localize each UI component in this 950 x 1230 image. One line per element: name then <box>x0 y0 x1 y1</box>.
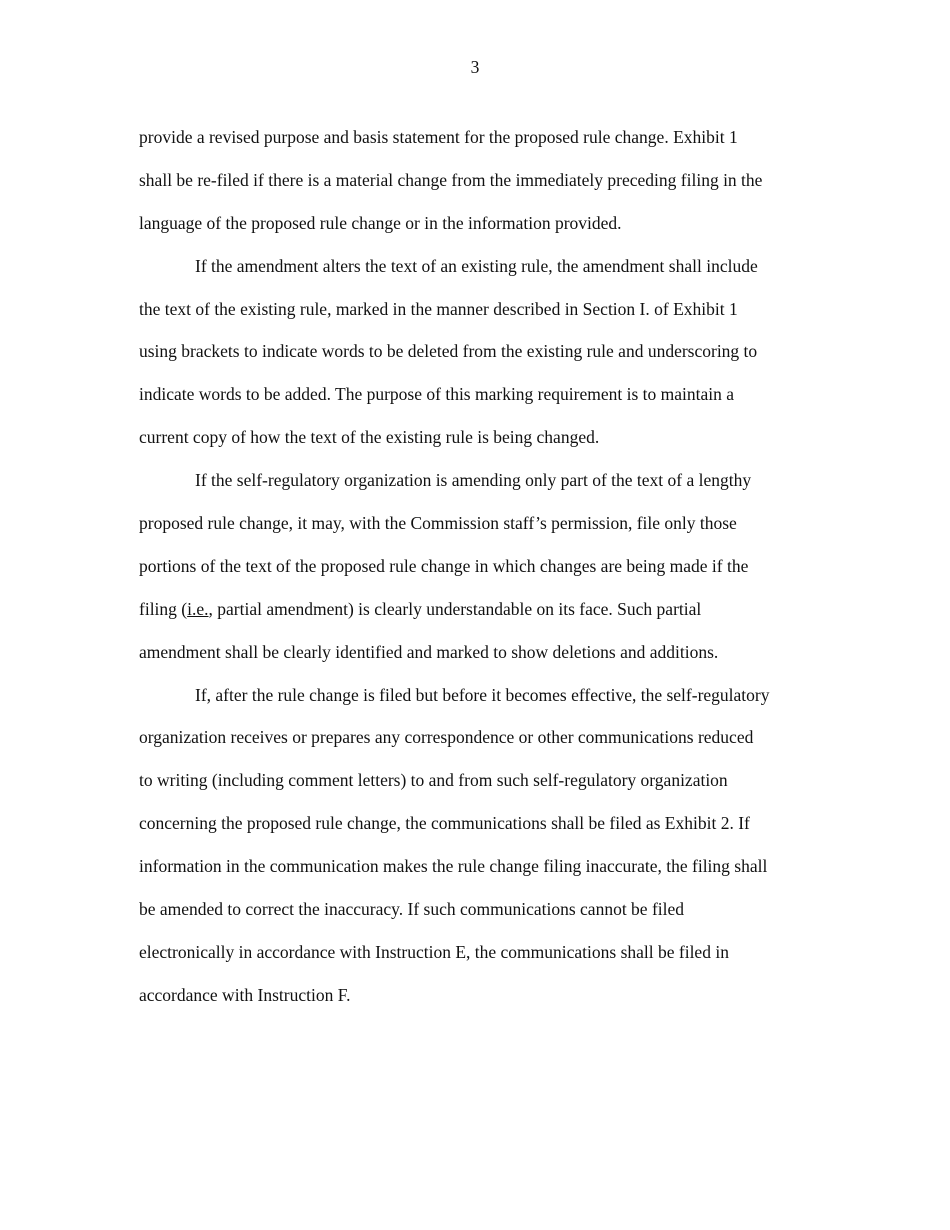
text-line: If, after the rule change is filed but before it becomes effective, the self-regulatory <box>195 684 770 705</box>
text-line: current copy of how the text of the existing rule is being changed. <box>139 427 600 448</box>
text-line: the text of the existing rule, marked in the manner described in Section I. of Exhibit 1 <box>139 298 738 319</box>
paragraph-exhibit-2-communications <box>139 674 814 1017</box>
text-line: If the self-regulatory organization is amending only part of the text of a lengthy <box>195 470 752 491</box>
text-line: language of the proposed rule change or in the information provided. <box>139 212 622 233</box>
text-line: proposed rule change, it may, with the Commission staff’s permission, file only those <box>139 513 737 534</box>
text-fragment: , partial amendment) is clearly understandable on its face. Such partial <box>208 598 702 619</box>
underlined-abbreviation: i.e. <box>187 598 209 619</box>
text-line: information in the communication makes the rule change filing inaccurate, the filing shall <box>139 856 768 877</box>
text-line: be amended to correct the inaccuracy. If such communications cannot be filed <box>139 899 685 920</box>
page-number: 3 <box>470 57 480 77</box>
text-line: indicate words to be added. The purpose of this marking requirement is to maintain a <box>139 384 735 405</box>
paragraph-partial-amendment <box>139 459 814 673</box>
paragraph-amendment-marking <box>139 245 814 459</box>
text-line: amendment shall be clearly identified and marked to show deletions and additions. <box>139 641 719 662</box>
text-line: concerning the proposed rule change, the communications shall be filed as Exhibit 2. If <box>139 813 750 834</box>
text-line: If the amendment alters the text of an existing rule, the amendment shall include <box>195 255 758 276</box>
text-line: accordance with Instruction F. <box>139 984 351 1005</box>
paragraph-exhibit-1-refiling <box>139 116 814 245</box>
document-body <box>139 116 814 1017</box>
text-line: portions of the text of the proposed rule change in which changes are being made if the <box>139 555 749 576</box>
text-line: to writing (including comment letters) to and from such self-regulatory organization <box>139 770 728 791</box>
text-line: using brackets to indicate words to be deleted from the existing rule and underscoring to <box>139 341 758 362</box>
text-line: shall be re-filed if there is a material change from the immediately preceding filing in the <box>139 169 763 190</box>
text-line: electronically in accordance with Instruction E, the communications shall be filed in <box>139 941 729 962</box>
text-fragment: filing ( <box>139 598 188 619</box>
text-line <box>139 588 814 631</box>
text-line: organization receives or prepares any correspondence or other communications reduced <box>139 727 754 748</box>
text-line: provide a revised purpose and basis statement for the proposed rule change. Exhibit 1 <box>139 127 738 147</box>
